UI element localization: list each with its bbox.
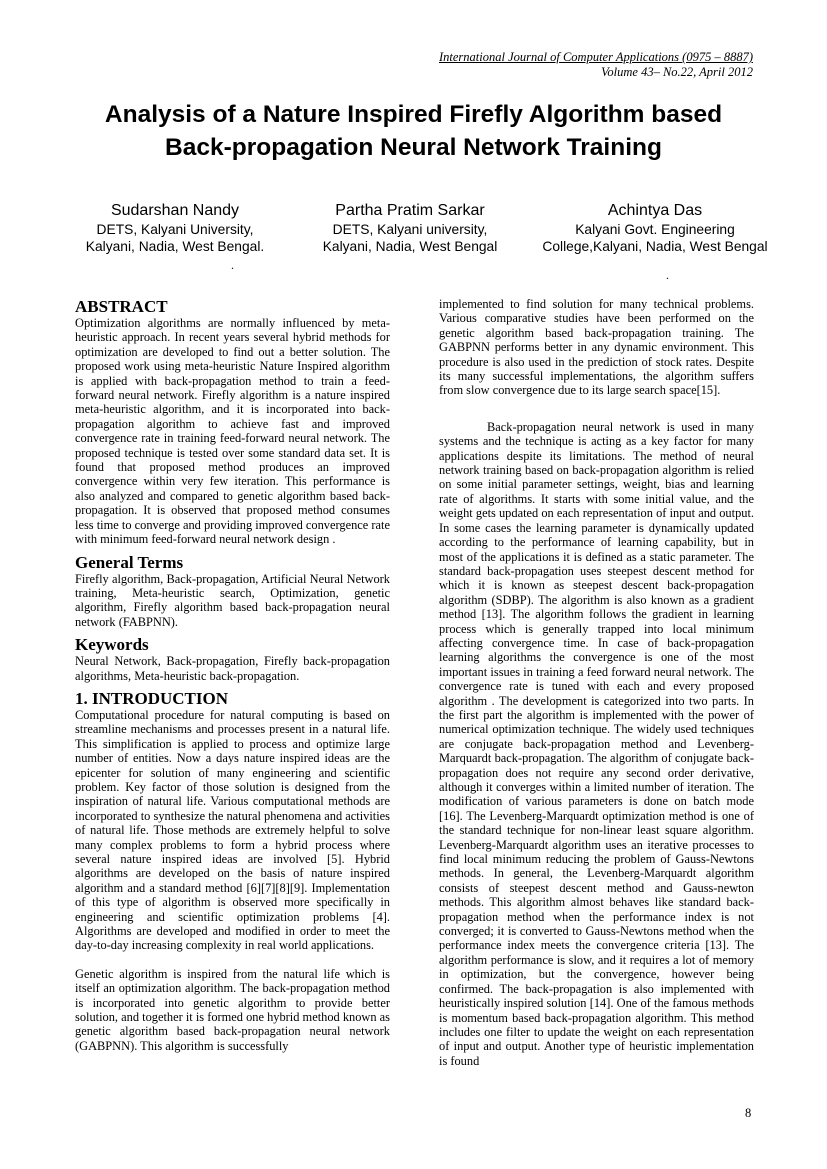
author-affiliation: Kalyani, Nadia, West Bengal bbox=[322, 239, 498, 254]
author-affiliation: DETS, Kalyani University, bbox=[96, 222, 254, 237]
stray-dot: . bbox=[231, 258, 234, 272]
author-name: Achintya Das bbox=[607, 202, 703, 219]
introduction-paragraph-2: Genetic algorithm is inspired from the natural life which is itself an optimization algorithm. The back-propagation method is incorporated into genetic algorithm to provide better solution, and together it is formed one hybrid method known as genetic algorithm based back-propagation neural network (GABPNN). This algorithm is successfully bbox=[75, 966, 390, 1053]
author-name: Partha Pratim Sarkar bbox=[335, 202, 485, 219]
abstract-heading: ABSTRACT bbox=[75, 297, 168, 316]
keywords-heading: Keywords bbox=[75, 635, 149, 655]
journal-volume: Volume 43– No.22, April 2012 bbox=[601, 65, 753, 79]
journal-header bbox=[439, 50, 753, 80]
keywords-text: Neural Network, Back-propagation, Firefly back-propagation algorithms, Meta-heuristic back-propagation. bbox=[75, 654, 390, 683]
left-column bbox=[75, 297, 390, 1053]
author-affiliation: DETS, Kalyani university, bbox=[332, 222, 488, 237]
title-line-2: Back-propagation Neural Network Training bbox=[165, 134, 662, 161]
author-block-2 bbox=[305, 200, 515, 255]
stray-dot: . bbox=[666, 268, 669, 282]
author-name: Sudarshan Nandy bbox=[110, 202, 240, 219]
author-block-3 bbox=[540, 200, 770, 255]
journal-name: International Journal of Computer Applications (0975 – 8887) bbox=[439, 50, 753, 64]
right-column bbox=[439, 297, 754, 1068]
body-paragraph: implemented to find solution for many technical problems. Various comparative studies have been performed on the genetic algorithm based back-propagation training. The GABPNN performs better in any dynamic environment. This procedure is also used in the prediction of stock rates. Despite its many successful implementations, the algorithm suffers from slow convergence due to its large search space[15]. bbox=[439, 297, 754, 398]
paper-title bbox=[0, 98, 827, 164]
author-affiliation: College,Kalyani, Nadia, West Bengal bbox=[542, 239, 768, 254]
title-line-1: Analysis of a Nature Inspired Firefly Algorithm based bbox=[104, 101, 723, 128]
general-terms-heading: General Terms bbox=[75, 552, 184, 572]
author-affiliation: Kalyani Govt. Engineering bbox=[575, 222, 735, 237]
body-paragraph: Back-propagation neural network is used in many systems and the technique is acting as a key factor for many applications despite its limitations. The method of neural network training based on back-propagation algorithm is relied on some initial parameter settings, weight, bias and learning rate of algorithms. It starts with some initial value, and the weight gets updated on each representation of input and output. In some cases the learning parameter is dynamically updated according to the performance of learning capability, but in most of the applications it is defined as a static parameter. The standard back-propagation uses steepest descent method for which it is known as steepest descent back-propagation algorithm (SDBP). The algorithm is also known as a gradient method [13]. The algorithm follows the gradient in learning process which is generally trapped into local minimum affecting convergence time. In case of back-propagation learning algorithms the convergence is one of the most important issues in training a feed forward neural network. The convergence rate is tuned with each and every proposed algorithm . The development is categorized into two parts. In the first part the algorithm is implemented with the power of numerical optimization technique. The widely used techniques are conjugate back-propagation method and Levenberg-Marquardt back-propagation. The algorithm of conjugate back-propagation does not require any second order derivative, although it converges within a limited number of iteration. The modification of various parameters is done on batch mode [16]. The Levenberg-Marquardt optimization method is one of the standard technique for non-linear least square algorithm. Levenberg-Marquardt algorithm uses an iterative processes to find local minimum reducing the problem of Gauss-Newtons methods. In general, the Levenberg-Marquardt algorithm consists of steepest descent method and Gauss-newton methods. This algorithm almost behaves like standard back-propagation method when the performance index is not converged; it is converted to Gauss-Newtons method when the performance index meets the convergence criteria [13]. The algorithm performance is slow, and it requires a lot of memory in optimization, but the convergence, however being confirmed. The back-propagation is also implemented with heuristically inspired solution [14]. One of the famous methods is momentum based back-propagation algorithm. This method includes one filter to update the weight on each representation of input and output. Another type of heuristic implementation is found bbox=[439, 419, 754, 1068]
introduction-paragraph-1: Computational procedure for natural computing is based on streamline mechanisms and processes present in a natural life. This simplification is applied to process and optimize large number of entities. Now a days nature inspired ideas are the epicenter for solution of many engineering and scientific problem. Key factor of those solution is designed from the inspiration of natural life. Various computational methods are incorporated to synthesize the natural phenomena and activities of natural life. Those methods are extremely helpful to solve many complex problems to form a hybrid process where several nature inspired ideas are involved [5]. Hybrid algorithms are developed on the basis of nature inspired algorithm and a standard method [6][7][8][9]. Implementation of this type of algorithm is observed more specifically in engineering and scientific optimization problems [4]. Algorithms are developed and modified in order to meet the day-to-day increasing complexity in real world applications. bbox=[75, 707, 390, 953]
general-terms-text: Firefly algorithm, Back-propagation, Artificial Neural Network training, Meta-heuristic search, Optimization, genetic algorithm, Firefly algorithm based back-propagation neural network (FABPNN). bbox=[75, 571, 390, 629]
introduction-heading: 1. INTRODUCTION bbox=[75, 688, 229, 708]
abstract-text: Optimization algorithms are normally influenced by meta-heuristic approach. In recent years several hybrid methods for optimization are developed to find out a better solution. The proposed work using meta-heuristic Nature Inspired algorithm is applied with back-propagation method to train a feed-forward neural network. Firefly algorithm is a nature inspired meta-heuristic algorithm, and it is incorporated into back-propagation algorithm to achieve fast and improved convergence rate in training feed-forward neural network. The proposed technique is tested over some standard data set. It is found that proposed method produces an improved convergence within very few iteration. This performance is also analyzed and compared to genetic algorithm based back-propagation. It is observed that proposed method consumes less time to converge and providing improved convergence rate with minimum feed-forward neural network design . bbox=[75, 316, 390, 547]
page-number: 8 bbox=[745, 1106, 752, 1120]
author-affiliation: Kalyani, Nadia, West Bengal. bbox=[85, 239, 265, 254]
author-block-1 bbox=[70, 200, 280, 255]
